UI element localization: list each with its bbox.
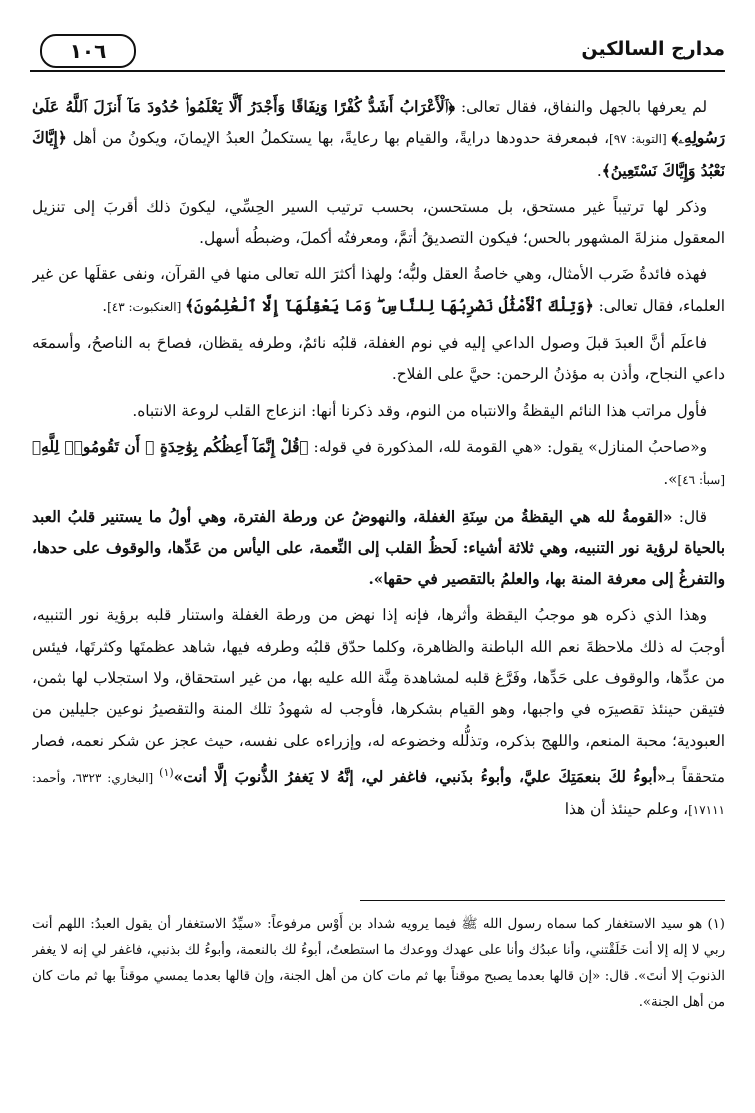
citation-reference: [سبأ: ٤٦] bbox=[677, 473, 725, 488]
citation-reference: [العنكبوت: ٤٣] bbox=[107, 299, 186, 314]
main-text bbox=[32, 92, 725, 882]
paragraph bbox=[32, 502, 725, 596]
paragraph bbox=[32, 259, 725, 323]
text-segment: ، وعلم حينئذ أن هذا bbox=[564, 800, 689, 819]
citation-reference: [التوبة: ٩٧] bbox=[609, 132, 672, 147]
paragraph bbox=[32, 600, 725, 826]
text-segment: ، فبمعرفة حدودها درايةً، والقيام بها رعايةً، بها يستكملُ العبدُ الإيمانَ، ويكونُ من أهل bbox=[66, 129, 610, 148]
paragraph bbox=[32, 396, 725, 427]
paragraph bbox=[32, 92, 725, 187]
text-segment: ». bbox=[663, 470, 678, 489]
text-segment: . bbox=[102, 296, 108, 315]
quran-verse: ﴿قُلْ إِنَّمَآ أَعِظُكُم بِوَٰحِدَةٍ ۖ أَن تَقُومُوا۟ لِلَّهِ﴾ bbox=[32, 437, 309, 456]
emphasized-quote: «القومةُ لله هي اليقظةُ من سِنَةِ الغفلة، والنهوضُ عن ورطة الفترة، وهي أولُ ما يستنير قلبُ العبد بالحياة لرؤية نور التنبيه، وهي ثلاثة أشياء: لَحظُ القلب إلى النِّعمة، على اليأس من عَدِّها، والوقوف على حدها، والتفرغُ إلى معرفة المنة بها، والعلمُ بالتقصير في حقها». bbox=[32, 507, 725, 589]
quran-verse: ﴿ٱلْأَعْرَابُ أَشَدُّ كُفْرًا وَنِفَاقًا وَأَجْدَرُ أَلَّا يَعْلَمُوا۟ حُدُودَ مَآ أَنزَلَ ٱللَّهُ عَلَىٰ رَسُولِهِۦ﴾ bbox=[32, 98, 725, 148]
footnote-text: (١) هو سيد الاستغفار كما سماه رسول الله ﷺ فيما يرويه شداد بن أَوْس مرفوعاً: «سيِّدُ الاستغفار أن يقول العبدُ: اللهم أنت ربي لا إله إلا أنت خَلَقْتني، وأنا عبدُك وأنا على عهدك ووعدك ما استطعتُ، أبوءُ لك بالنعمة، وأبوءُ لك بذنبي، فاغفر لي إنه لا يغفر الذنوبَ إلا أنتَ». قال: «إن قالها بعدما يصبح موقناً بها ثم مات كان من أهل الجنة، وإن قالها بعدما يمسي موقناً بها ثم مات كان من أهل الجنة». bbox=[32, 917, 725, 1010]
footnote-separator bbox=[360, 900, 725, 901]
footnote bbox=[32, 912, 725, 1092]
text-segment: . bbox=[596, 161, 602, 180]
text-segment: وهذا الذي ذكره هو موجبُ اليقظة وأثرها، فإنه إذا نهض من ورطة الغفلة واستنار قلبه برؤية نور التنبيه، أوجبَ له ذلك ملاحظةَ نعم الله الباطنة والظاهرة، وكلما حدّق قلبُه وطرفه فيها، شاهد عظمتَها وكثرتَها، فيئس من عدِّها، والوقوف على حَدِّها، وفَرَّغ قلبه لمشاهدة مِنَّة الله عليه بها، من غير استحقاق، ولا استجلاب لها بثمن، فتيقن حينئذ تقصيرَه في واجبها، وهو القيام بشكرها، فأوجب له شهودُ تلك المنة والتقصيرُ نوعين جليلين من العبودية؛ محبة المنعم، واللهج بذكره، وتذلُّله وخضوعه له، وإزراءه على نفسه، حيث عجز عن شكر نعمه، فصار متحققاً بـ bbox=[32, 606, 725, 787]
running-title: مدارج السالكين bbox=[581, 38, 725, 60]
text-segment: و«صاحبُ المنازل» يقول: «هي القومة لله، المذكورة في قوله: bbox=[308, 437, 707, 456]
emphasized-quote: «أبوءُ لكَ بنعمَتِكَ عليَّ، وأبوءُ بذَنبي، فاغفر لي، إنَّهُ لا يَغفرُ الذُّنوبَ إلَّا أنت» bbox=[173, 768, 667, 787]
header-rule bbox=[30, 70, 725, 72]
quran-verse: ﴿إِيَّاكَ نَعْبُدُ وَإِيَّاكَ نَسْتَعِينُ﴾ bbox=[32, 129, 725, 180]
text-segment: فأول مراتب هذا النائم اليقظةُ والانتباه من النوم، وقد ذكرنا أنها: انزعاج القلب لروعة الانتباه. bbox=[132, 401, 707, 420]
page-number: ١٠٦ bbox=[40, 34, 136, 68]
text-segment: وذكر لها ترتيباً غير مستحق، بل مستحسن، بحسب ترتيب السير الحِسِّي، ليكونَ ذلك أقربَ إلى تنزيل المعقول منزلةَ المشهور بالحس؛ فيكون التصديقُ أتمَّ، ومعرفتُه أكملَ، وضبطُه أسهل. bbox=[32, 197, 725, 248]
text-segment: لم يعرفها بالجهل والنفاق، فقال تعالى: bbox=[454, 98, 708, 116]
text-segment: قال: bbox=[672, 507, 707, 526]
text-segment: فهذه فائدةُ ضَرب الأمثال، وهي خاصةُ العقل ولبُّه؛ ولهذا أكثرَ الله تعالى منها في القرآن، ونفى عقلَها عن غير العلماء، فقال تعالى: bbox=[32, 265, 725, 315]
paragraph bbox=[32, 328, 725, 391]
text-segment: فاعلَم أنَّ العبدَ قبلَ وصول الداعي إليه في نوم الغفلة، قلبُه نائمٌ، وطرفه يقظان، فصاحَ به الناصحُ، وأسمعَه داعي النجاح، وأذن به مؤذنُ الرحمن: حيَّ على الفلاح. bbox=[32, 334, 725, 384]
citation-reference: [البخاري: ٦٣٢٣، وأحمد: ١٧١١١] bbox=[32, 771, 725, 818]
paragraph bbox=[32, 432, 725, 497]
quran-verse: ﴿وَتِلْكَ ٱلْأَمْثَٰلُ نَضْرِبُهَا لِلنَّاسِ ۖ وَمَا يَعْقِلُهَآ إِلَّا ٱلْعَٰلِمُونَ﴾ bbox=[185, 296, 594, 315]
paragraph bbox=[32, 192, 725, 255]
page-header bbox=[30, 30, 725, 74]
footnote-marker: (١) bbox=[159, 765, 174, 779]
